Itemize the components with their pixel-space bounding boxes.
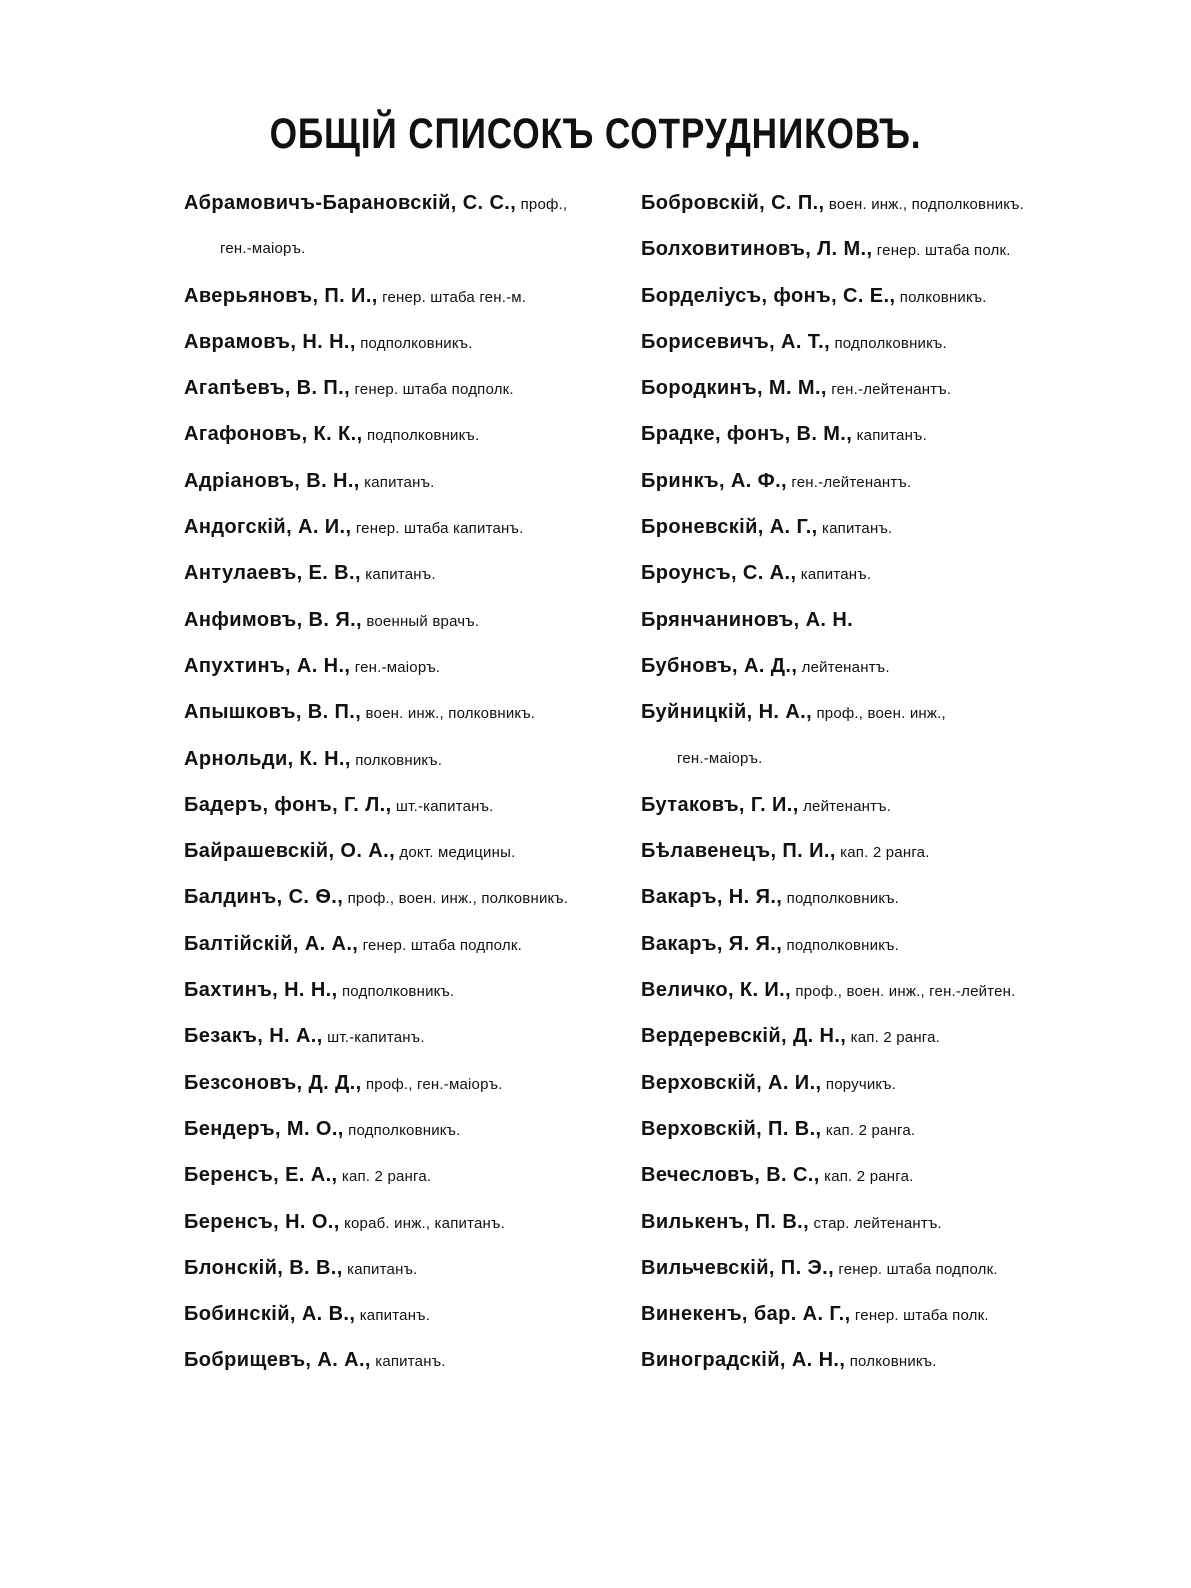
list-item [641, 597, 1081, 643]
list-item [184, 828, 624, 874]
list-item [184, 967, 624, 1013]
list-item [641, 1337, 1081, 1383]
staff-name: Вильчевскій, П. Э., [641, 1256, 835, 1279]
staff-name: Апышковъ, В. П., [184, 701, 362, 724]
staff-rank: капитанъ. [355, 1307, 431, 1325]
list-item [184, 736, 624, 782]
staff-name: Беренсъ, Е. А., [184, 1164, 338, 1187]
list-item [641, 689, 1081, 735]
list-item [641, 1199, 1081, 1245]
staff-name: Балдинъ, С. Ѳ., [184, 886, 344, 909]
staff-rank: подполковникъ. [362, 427, 480, 445]
staff-name: Вакаръ, Я. Я., [641, 932, 783, 955]
list-item [641, 1106, 1081, 1152]
staff-rank: ген.-маіоръ. [350, 658, 441, 676]
staff-rank: капитанъ. [817, 520, 893, 538]
staff-name: Верховскій, П. В., [641, 1117, 822, 1140]
list-item [184, 273, 624, 319]
staff-name: Бендеръ, М. О., [184, 1117, 344, 1140]
staff-rank: подполковникъ. [782, 890, 900, 908]
staff-rank: подполковникъ. [337, 983, 455, 1001]
staff-name: Агапѣевъ, В. П., [184, 377, 351, 400]
staff-rank: лейтенантъ. [798, 797, 892, 815]
staff-rank: ген.-маіоръ. [677, 749, 763, 767]
list-item [184, 226, 624, 272]
list-item [641, 967, 1081, 1013]
list-item [641, 921, 1081, 967]
staff-name: Борисевичъ, А. Т., [641, 330, 831, 353]
staff-name: Вердеревскій, Д. Н., [641, 1025, 847, 1048]
staff-name: Абрамовичъ-Барановскій, С. С., [184, 192, 517, 214]
staff-rank: генер. штаба полк. [872, 242, 1011, 260]
staff-name: Буйницкій, Н. А., [641, 701, 813, 724]
staff-rank: докт. медицины. [395, 844, 516, 862]
staff-rank: проф., воен. инж., [812, 705, 946, 723]
list-item [184, 597, 624, 643]
staff-name: Борделіусъ, фонъ, С. Е., [641, 284, 896, 307]
staff-name: Брянчаниновъ, А. Н. [641, 608, 854, 631]
staff-rank: капитанъ. [796, 566, 872, 584]
staff-name: Броневскій, А. Г., [641, 516, 818, 539]
list-item [184, 689, 624, 735]
staff-name: Безсоновъ, Д. Д., [184, 1071, 362, 1094]
staff-name: Брадке, фонъ, В. М., [641, 423, 853, 446]
staff-rank: капитанъ. [852, 427, 927, 445]
staff-rank: кап. 2 ранга. [337, 1168, 432, 1186]
staff-rank: полковникъ. [350, 751, 443, 769]
list-item [641, 643, 1081, 689]
staff-name: Андогскій, А. И., [184, 516, 352, 539]
staff-name: Бородкинъ, М. М., [641, 377, 827, 400]
staff-rank: шт.-капитанъ. [322, 1029, 425, 1047]
staff-name: Верховскій, А. И., [641, 1071, 822, 1094]
staff-rank: ген.-маіоръ. [220, 240, 306, 258]
list-item [641, 504, 1081, 550]
staff-name: Балтійскій, А. А., [184, 932, 359, 955]
right-column [641, 180, 1081, 1384]
list-item [184, 504, 624, 550]
staff-rank: кап. 2 ранга. [835, 844, 930, 862]
list-item [641, 226, 1081, 272]
list-item [641, 874, 1081, 920]
staff-name: Блонскій, В. В., [184, 1256, 343, 1279]
staff-name: Вакаръ, Н. Я., [641, 886, 783, 909]
list-item [184, 921, 624, 967]
staff-name: Виноградскій, А. Н., [641, 1349, 846, 1372]
list-item [184, 1106, 624, 1152]
staff-rank: шт.-капитанъ. [391, 797, 494, 815]
staff-rank: капитанъ. [360, 566, 436, 584]
list-item [184, 1013, 624, 1059]
staff-rank: проф., воен. инж., ген.-лейтен. [791, 983, 1016, 1001]
list-item [641, 1152, 1081, 1198]
staff-rank: ген.-лейтенантъ. [787, 473, 912, 491]
staff-rank: генер. штаба подполк. [834, 1260, 998, 1278]
staff-name: Адріановъ, В. Н., [184, 469, 360, 492]
staff-rank: воен. инж., полковникъ. [361, 705, 536, 723]
staff-name: Бринкъ, А. Ф., [641, 469, 788, 492]
staff-rank: проф., [516, 196, 568, 213]
list-item [184, 1199, 624, 1245]
staff-rank: кап. 2 ранга. [819, 1168, 914, 1186]
list-item [641, 180, 1081, 226]
staff-name: Вилькенъ, П. В., [641, 1210, 810, 1233]
staff-rank: капитанъ. [359, 473, 435, 491]
list-item [184, 550, 624, 596]
staff-name: Бадеръ, фонъ, Г. Л., [184, 793, 392, 816]
staff-name: Аврамовъ, Н. Н., [184, 330, 356, 353]
left-column [184, 180, 624, 1384]
staff-name: Бутаковъ, Г. И., [641, 793, 799, 816]
staff-rank: лейтенантъ. [797, 658, 890, 676]
list-item [641, 736, 1081, 782]
staff-rank: военный врачъ. [362, 612, 480, 630]
list-item [641, 1013, 1081, 1059]
list-item [641, 550, 1081, 596]
staff-name: Агафоновъ, К. К., [184, 423, 363, 446]
staff-rank: подполковникъ. [355, 334, 473, 352]
list-item [184, 365, 624, 411]
list-item [184, 1291, 624, 1337]
staff-rank: полковникъ. [845, 1353, 937, 1371]
staff-name: Бахтинъ, Н. Н., [184, 979, 338, 1002]
list-item [641, 458, 1081, 504]
staff-rank: подполковникъ. [782, 936, 899, 954]
staff-name: Бобрищевъ, А. А., [184, 1349, 371, 1372]
list-item [641, 411, 1081, 457]
staff-rank: полковникъ. [895, 288, 987, 306]
staff-rank: капитанъ. [342, 1260, 418, 1278]
list-item [184, 180, 624, 226]
staff-rank: генер. штаба полк. [850, 1307, 989, 1325]
list-item [184, 458, 624, 504]
list-item [641, 1291, 1081, 1337]
staff-rank: кап. 2 ранга. [821, 1121, 916, 1139]
staff-rank: подполковникъ. [343, 1121, 461, 1139]
list-item [641, 782, 1081, 828]
staff-name: Антулаевъ, Е. В., [184, 562, 361, 585]
list-item [184, 1060, 624, 1106]
staff-name: Бобровскій, С. П., [641, 192, 825, 214]
staff-name: Бобинскій, А. В., [184, 1303, 356, 1326]
staff-name: Винекенъ, бар. А. Г., [641, 1303, 851, 1326]
staff-rank: проф., воен. инж., полковникъ. [343, 890, 569, 908]
staff-rank: генер. штаба подполк. [350, 381, 514, 399]
staff-rank: поручикъ. [821, 1075, 897, 1093]
staff-name: Беренсъ, Н. О., [184, 1210, 340, 1233]
list-item [641, 273, 1081, 319]
staff-rank: стар. лейтенантъ. [809, 1214, 942, 1232]
list-item [184, 643, 624, 689]
staff-name: Апухтинъ, А. Н., [184, 654, 351, 677]
staff-rank: генер. штаба капитанъ. [351, 520, 524, 538]
list-item [641, 1245, 1081, 1291]
staff-name: Арнольди, К. Н., [184, 747, 351, 770]
list-item [184, 1152, 624, 1198]
staff-rank: кораб. инж., капитанъ. [339, 1214, 505, 1232]
staff-rank: воен. инж., подполковникъ. [824, 196, 1024, 213]
list-item [184, 1245, 624, 1291]
list-item [184, 1337, 624, 1383]
list-item [184, 411, 624, 457]
staff-name: Вечесловъ, В. С., [641, 1164, 820, 1187]
staff-name: Анфимовъ, В. Я., [184, 608, 363, 631]
page-title: ОБЩІЙ СПИСОКЪ СОТРУДНИКОВЪ. [269, 110, 922, 158]
staff-rank: кап. 2 ранга. [846, 1029, 941, 1047]
list-item [641, 365, 1081, 411]
staff-name: Броунсъ, С. А., [641, 562, 797, 585]
list-item [184, 319, 624, 365]
list-item [641, 828, 1081, 874]
staff-name: Величко, К. И., [641, 979, 792, 1002]
staff-name: Бѣлавенецъ, П. И., [641, 840, 836, 863]
staff-rank: генер. штаба подполк. [358, 936, 522, 954]
staff-name: Безакъ, Н. А., [184, 1025, 323, 1048]
staff-rank: ген.-лейтенантъ. [826, 381, 952, 399]
staff-name: Байрашевскій, О. А., [184, 840, 396, 863]
staff-name: Аверьяновъ, П. И., [184, 284, 378, 307]
staff-rank: капитанъ. [370, 1353, 446, 1371]
list-item [641, 319, 1081, 365]
staff-rank: генер. штаба ген.-м. [377, 288, 527, 306]
staff-rank: проф., ген.-маіоръ. [361, 1075, 503, 1093]
staff-rank: подполковникъ. [830, 334, 947, 352]
list-item [184, 782, 624, 828]
staff-name: Болховитиновъ, Л. М., [641, 238, 873, 261]
list-item [184, 874, 624, 920]
staff-name: Бубновъ, А. Д., [641, 654, 798, 677]
list-item [641, 1060, 1081, 1106]
